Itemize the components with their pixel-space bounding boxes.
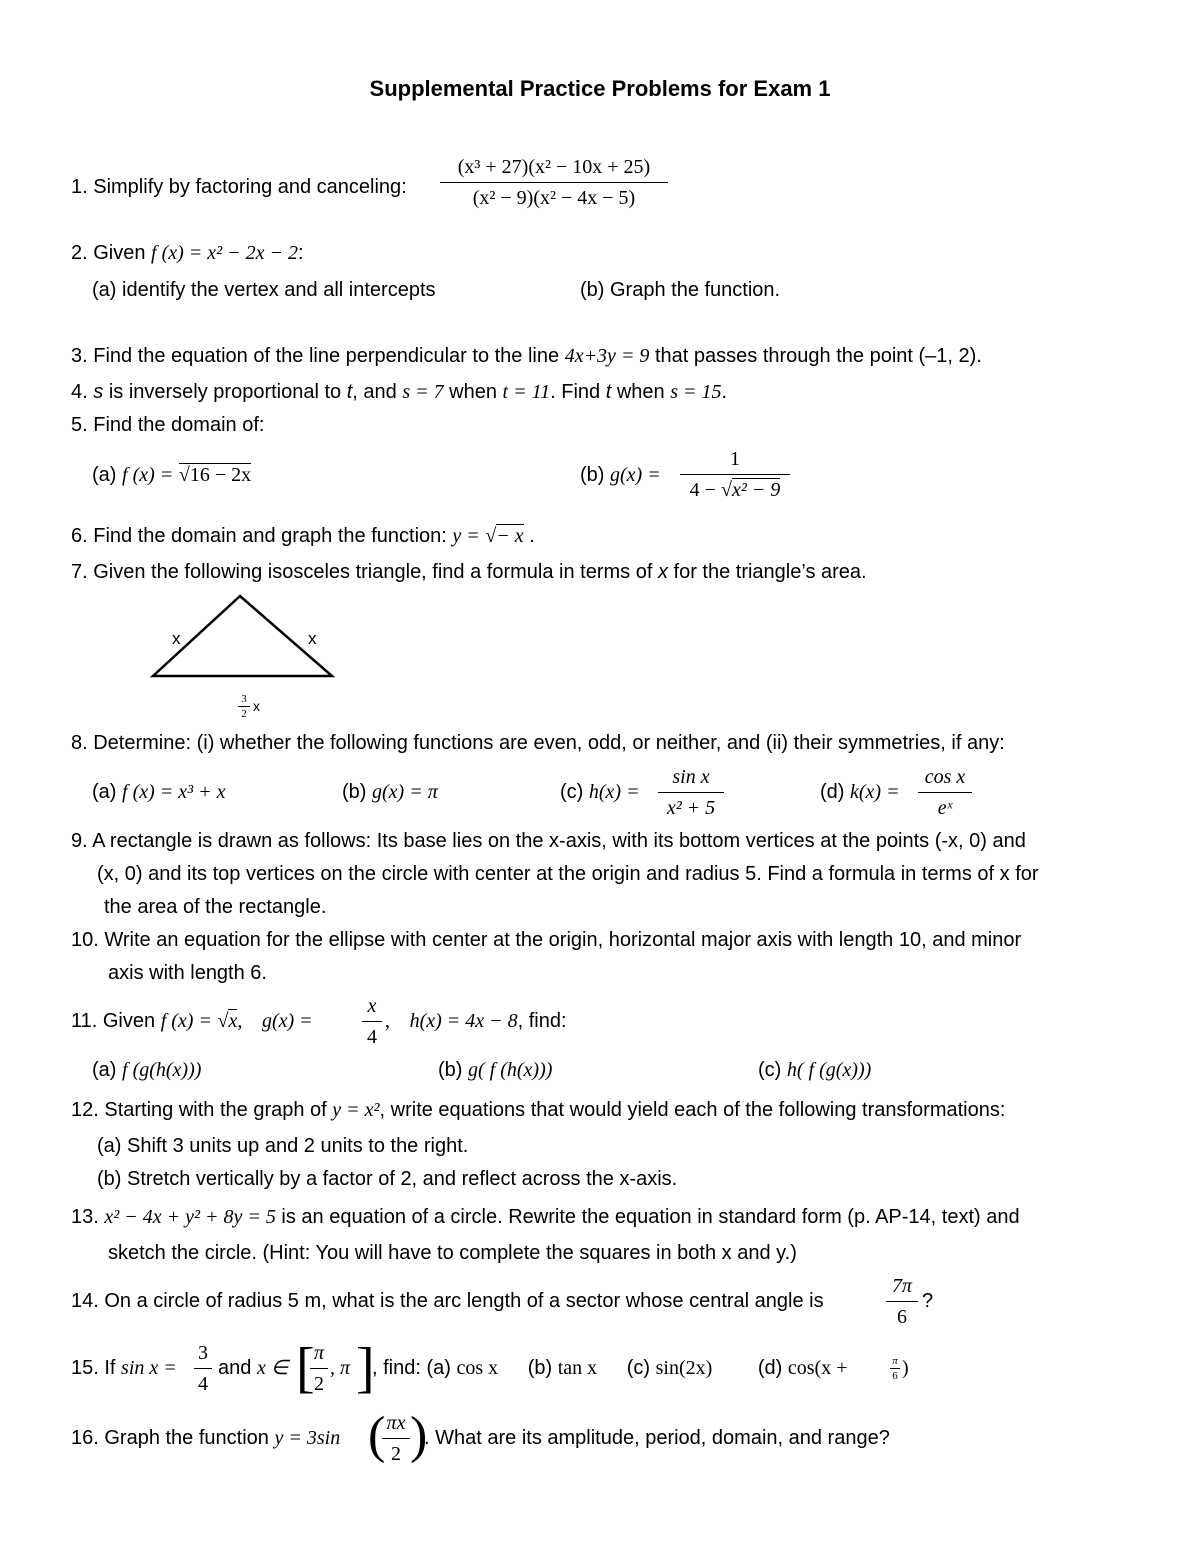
interval-end: , π — [330, 1357, 351, 1379]
fraction-bar — [658, 792, 724, 793]
denominator: 6 — [892, 1370, 898, 1382]
var-x: x — [657, 561, 668, 583]
fraction-bar — [238, 706, 250, 707]
problem-8a-function: f (x) = x³ + x — [122, 781, 226, 803]
problem-9-line-2: (x, 0) and its top vertices on the circle with center at the origin and radius 5. Find a formula in terms of x for — [97, 863, 1039, 885]
fraction-bar — [440, 182, 668, 183]
problem-8d-function: k(x) = — [850, 781, 900, 803]
find-text: , find: — [517, 1010, 567, 1032]
problem-16-start — [71, 1426, 340, 1450]
problem-12-post: , write equations that would yield each of the following transformations: — [379, 1099, 1006, 1121]
triangle-side-left-label: x — [172, 629, 181, 648]
var-t: t — [346, 381, 353, 403]
fraction-bar — [310, 1368, 328, 1369]
den-pre: 4 − — [689, 479, 716, 501]
problem-11b — [438, 1058, 552, 1082]
problem-4 — [71, 380, 727, 404]
part-label: (b) — [342, 781, 367, 803]
problem-12b: (b) Stretch vertically by a factor of 2, and reflect across the x-axis. — [97, 1168, 678, 1190]
problem-8-label: 8. Determine: (i) whether the following functions are even, odd, or neither, and (ii) their symmetries, if any: — [71, 732, 1005, 754]
function-f: f (x) = — [160, 1010, 212, 1032]
problem-8d — [820, 780, 900, 804]
triangle-side-right-label: x — [308, 629, 317, 648]
part-label: (b) — [580, 464, 605, 486]
closing-paren: ) — [902, 1357, 909, 1379]
problem-15-interval-start — [310, 1340, 328, 1397]
problem-3-pre: 3. Find the equation of the line perpendicular to the line — [71, 345, 560, 367]
numerator: π — [313, 1342, 325, 1364]
composition: f (g(h(x))) — [122, 1059, 202, 1081]
numerator: x — [367, 995, 377, 1017]
problem-8a — [92, 780, 226, 804]
problem-7-post: for the triangle’s area. — [673, 561, 867, 583]
sin-expression: sin x = — [121, 1357, 177, 1379]
problem-2-line — [71, 241, 304, 265]
problem-1-fraction — [440, 154, 668, 211]
problem-16-post: . What are its amplitude, period, domain, and range? — [424, 1427, 890, 1449]
part-label: (b) — [527, 1357, 553, 1379]
denominator: 2 — [241, 708, 247, 720]
problem-8c-function: h(x) = — [588, 781, 640, 803]
problem-2a: (a) identify the vertex and all intercepts — [92, 279, 436, 301]
fraction-bar — [680, 474, 790, 475]
question-mark: ? — [922, 1290, 934, 1312]
fraction-bar — [194, 1368, 212, 1369]
problem-5a — [92, 463, 251, 487]
denominator: x² + 5 — [666, 797, 716, 819]
composition: g( f (h(x))) — [468, 1059, 553, 1081]
problem-15-sin-value — [194, 1340, 212, 1397]
problem-4-text: when — [616, 381, 665, 403]
problem-16-fraction — [382, 1410, 410, 1467]
radicand: − x — [496, 525, 524, 547]
problem-12-equation: y = x² — [332, 1099, 380, 1121]
problem-4-condition: s = 7 — [402, 381, 444, 403]
radicand: x — [228, 1010, 238, 1032]
problem-4-condition: t = 11 — [502, 381, 551, 403]
fraction-bar — [382, 1438, 410, 1439]
part-label: (d) — [757, 1357, 783, 1379]
problem-15-and — [218, 1356, 288, 1380]
x-in: x ∈ — [256, 1357, 289, 1379]
problem-12-pre: 12. Starting with the graph of — [71, 1099, 327, 1121]
denominator: 2 — [314, 1373, 324, 1395]
numerator: 1 — [730, 448, 740, 470]
problem-3-post: that passes through the point (–1, 2). — [655, 345, 982, 367]
problem-5a-function: f (x) = — [122, 464, 174, 486]
part-d-expr: cos(x + — [787, 1357, 848, 1379]
radicand: 16 − 2x — [189, 464, 252, 486]
problem-2-label: 2. Given — [71, 242, 146, 264]
var-t: t — [605, 381, 612, 403]
problem-11c — [758, 1058, 871, 1082]
part-a-expr: cos x — [456, 1357, 499, 1379]
problem-10-line-2: axis with length 6. — [108, 962, 267, 984]
period: . — [529, 525, 535, 547]
problem-11-g-fraction — [362, 993, 382, 1050]
part-label: (c) — [560, 781, 584, 803]
problem-1-label: 1. Simplify by factoring and canceling: — [71, 176, 407, 198]
problem-13-equation: x² − 4x + y² + 8y = 5 — [104, 1206, 276, 1228]
problem-3-equation: 4x+3y = 9 — [564, 345, 650, 367]
problem-16-equation: y = 3sin — [274, 1427, 341, 1449]
part-label: (b) — [438, 1059, 463, 1081]
problem-6-equation: y = — [452, 525, 480, 547]
problem-13-post: is an equation of a circle. Rewrite the equation in standard form (p. AP-14, text) and — [281, 1206, 1020, 1228]
left-bracket: [ — [296, 1337, 315, 1399]
problem-13-line-2: sketch the circle. (Hint: You will have to complete the squares in both x and y.) — [108, 1242, 797, 1264]
problem-8d-fraction — [918, 764, 972, 821]
problem-4-number: 4. — [71, 381, 88, 403]
problem-15-d-fraction — [890, 1355, 900, 1382]
part-label: (c) — [758, 1059, 782, 1081]
numerator: cos x — [924, 766, 966, 788]
problem-11-end — [385, 1009, 567, 1033]
problem-2b: (b) Graph the function. — [580, 279, 781, 301]
fraction-bar — [890, 1368, 900, 1369]
problem-9-line-1: 9. A rectangle is drawn as follows: Its base lies on the x-axis, with its bottom vertices at the points (-x, 0) and — [71, 830, 1026, 852]
function-h: h(x) = 4x − 8 — [409, 1010, 518, 1032]
problem-10-line-1: 10. Write an equation for the ellipse with center at the origin, horizontal major axis with length 10, and minor — [71, 929, 1022, 951]
problem-4-period: . — [721, 381, 728, 403]
numerator: 3 — [198, 1342, 208, 1364]
denominator: 2 — [391, 1443, 401, 1465]
radical: √16 − 2x — [178, 464, 252, 486]
triangle-base-fraction — [238, 693, 250, 720]
problem-7 — [71, 560, 867, 584]
comma: , — [237, 1010, 243, 1032]
part-label: (a) — [92, 464, 117, 486]
problem-15-start — [71, 1356, 177, 1380]
problem-11a — [92, 1058, 201, 1082]
problem-6-label: 6. Find the domain and graph the function: — [71, 525, 447, 547]
problem-5b-function: g(x) = — [610, 464, 661, 486]
problem-15-label: 15. If — [71, 1357, 116, 1379]
problem-4-text: . Find — [550, 381, 601, 403]
fraction-bar — [918, 792, 972, 793]
problem-6: 6. Find the domain and graph the function: y = √− x . — [71, 525, 535, 547]
var-s: s — [93, 381, 104, 403]
triangle-base-x: x — [253, 698, 260, 714]
problem-13 — [71, 1205, 1020, 1229]
problem-8b — [342, 780, 438, 804]
problem-14: 14. On a circle of radius 5 m, what is the arc length of a sector whose central angle is — [71, 1290, 824, 1312]
fraction-bar — [362, 1021, 382, 1022]
part-label: (a) — [92, 781, 117, 803]
part-c-expr: sin(2x) — [655, 1357, 713, 1379]
numerator: 3 — [241, 693, 247, 705]
problem-3 — [71, 344, 982, 368]
problem-8c — [560, 780, 640, 804]
problem-7-pre: 7. Given the following isosceles triangle, find a formula in terms of — [71, 561, 653, 583]
problem-15-parts — [372, 1356, 847, 1380]
problem-5b-fraction — [680, 446, 790, 503]
denominator: eˣ — [937, 797, 953, 819]
denominator: 6 — [897, 1306, 907, 1328]
part-label: (c) — [626, 1357, 651, 1379]
problem-8c-fraction — [658, 764, 724, 821]
find-text: , find: (a) — [372, 1357, 451, 1379]
problem-4-text: is inversely proportional to — [108, 381, 342, 403]
and-text: and — [218, 1357, 252, 1379]
right-paren: ) — [410, 1407, 428, 1464]
function-g: g(x) = — [261, 1010, 313, 1032]
part-b-expr: tan x — [557, 1357, 598, 1379]
problem-4-condition: s = 15 — [670, 381, 722, 403]
problem-5-label: 5. Find the domain of: — [71, 414, 265, 436]
problem-5b-label-func — [580, 463, 661, 487]
left-paren: ( — [368, 1407, 386, 1464]
numerator: π — [892, 1355, 898, 1367]
problem-2-colon: : — [298, 242, 304, 264]
denominator: 4 — [367, 1026, 377, 1048]
problem-11-start: 11. Given f (x) = √x, g(x) = — [71, 1010, 313, 1032]
part-label: (a) — [92, 1059, 117, 1081]
problem-12 — [71, 1098, 1005, 1122]
numerator: 7π — [891, 1275, 913, 1297]
denominator: 4 − √x² − 9 — [689, 479, 781, 501]
problem-8b-function: g(x) = π — [372, 781, 438, 803]
problem-11-label: 11. Given — [71, 1010, 156, 1032]
right-bracket: ] — [356, 1337, 375, 1399]
problem-2-function: f (x) = x² − 2x − 2 — [151, 242, 299, 264]
problem-9-line-3: the area of the rectangle. — [104, 896, 327, 918]
composition: h( f (g(x))) — [786, 1059, 872, 1081]
page-title: Supplemental Practice Problems for Exam 1 — [369, 76, 831, 101]
part-label: (d) — [820, 781, 845, 803]
comma: , — [385, 1010, 390, 1032]
problem-4-text: when — [449, 381, 497, 403]
numerator: sin x — [672, 766, 710, 788]
problem-13-number: 13. — [71, 1206, 99, 1228]
problem-1-denominator: (x² − 9)(x² − 4x − 5) — [472, 187, 636, 209]
numerator: πx — [386, 1412, 406, 1434]
radicand: x² − 9 — [731, 479, 781, 501]
denominator: 4 — [198, 1373, 208, 1395]
problem-1-numerator: (x³ + 27)(x² − 10x + 25) — [457, 156, 651, 178]
fraction-bar — [886, 1301, 918, 1302]
problem-14-angle — [886, 1273, 918, 1330]
problem-16-label: 16. Graph the function — [71, 1427, 269, 1449]
problem-12a: (a) Shift 3 units up and 2 units to the right. — [97, 1135, 469, 1157]
problem-4-text: , and — [352, 381, 397, 403]
